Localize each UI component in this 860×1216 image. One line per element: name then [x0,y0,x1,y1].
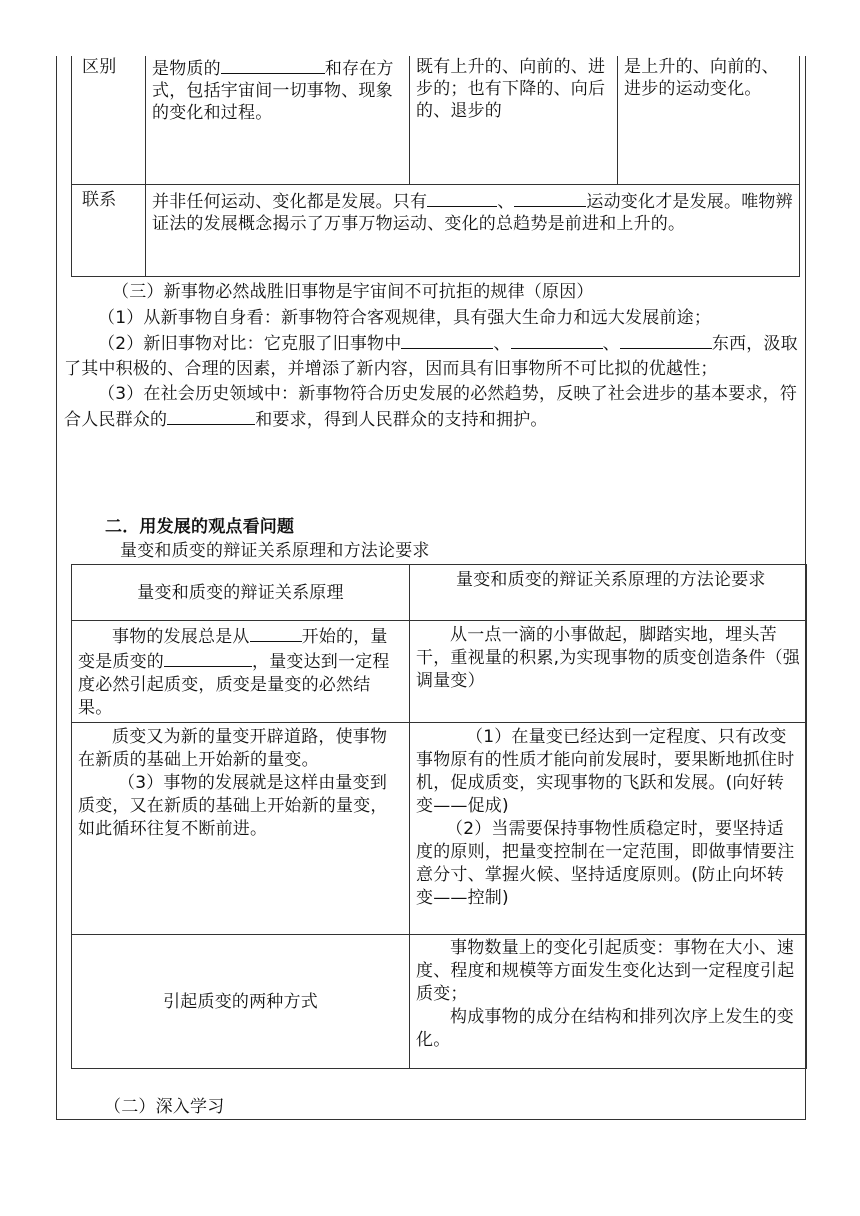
fill-blank [620,331,712,349]
fill-blank [167,407,255,425]
section-3-point-1: （1）从新事物自身看：新事物符合客观规律，具有强大生命力和远大发展前途； [98,308,712,328]
fill-blank [401,331,493,349]
row-label-connection: 联系 [72,184,146,276]
table-row [72,621,807,723]
part-2-subheading: 量变和质变的辩证关系原理和方法论要求 [120,541,430,561]
difference-movement-cell: 是物质的 和存在方式，包括宇宙间一切事物、现象的变化和过程。 [146,56,410,184]
section-deep-study-heading: （二）深入学习 [104,1097,225,1117]
fill-blank [221,56,325,74]
development-comparison-table [71,56,800,277]
methodology-cell-3: 事物数量上的变化引起质变：事物在大小、速度、程度和规模等方面发生变化达到一定程度引起质变； 构成事物的成分在结构和排列次序上发生的变化。 [410,935,807,1069]
section-3-heading: （三）新事物必然战胜旧事物是宇宙间不可抗拒的规律（原因） [112,282,594,302]
fill-blank [164,649,252,667]
header-principle: 量变和质变的辩证关系原理 [72,565,410,621]
principle-cell-1: 事物的发展总是从 开始的，量变是质变的 ，量变达到一定程度必然引起质变，质变是量变的必然结果。 [72,621,410,723]
difference-change-cell: 既有上升的、向前的、进步的；也有下降的、向后的、退步的 [410,56,618,184]
connection-cell: 并非任何运动、变化都是发展。只有 、 运动变化才是发展。唯物辨证法的发展概念揭示了万事万物运动、变化的总趋势是前进和上升的。 [146,184,800,276]
quantity-quality-table [71,564,807,1069]
methodology-cell-2: （1）在量变已经达到一定程度、只有改变事物原有的性质才能向前发展时，要果断地抓住时机，促成质变，实现事物的飞跃和发展。(向好转变——促成) （2）当需要保持事物性质稳定时，要坚持适度的原则，把量变控制在一定范围，即做事情要注意分寸、掌握火候、坚持适度原则。(防止向坏转变——控制) [410,723,807,935]
principle-cell-3: 引起质变的两种方式 [72,935,410,1069]
fill-blank [427,189,497,207]
table-row [72,935,807,1069]
principle-cell-2: 质变又为新的量变开辟道路，使事物在新质的基础上开始新的量变。 （3）事物的发展就是这样由量变到质变，又在新质的基础上开始新的量变，如此循环往复不断前进。 [72,723,410,935]
table-row [72,56,800,184]
header-methodology: 量变和质变的辩证关系原理的方法论要求 [410,565,807,621]
section-3-block [64,281,800,433]
fill-blank [514,189,586,207]
fill-blank [250,624,302,642]
row-label-difference: 区别 [72,56,146,184]
section-3-point-3: （3）在社会历史领域中：新事物符合历史发展的必然趋势，反映了社会进步的基本要求，符合人民群众的 和要求，得到人民群众的支持和拥护。 [64,384,798,430]
fill-blank [511,331,603,349]
table-row [72,184,800,276]
difference-development-cell: 是上升的、向前的、进步的运动变化。 [618,56,800,184]
section-3-point-2: （2）新旧事物对比：它克服了旧事物中 、 、 东西，汲取了其中积极的、合理的因素，并增添了新内容，因而具有旧事物所不可比拟的优越性； [64,331,800,382]
part-2-heading: 二．用发展的观点看问题 [105,517,295,537]
table-row [72,723,807,935]
table-row [72,565,807,621]
methodology-cell-1: 从一点一滴的小事做起，脚踏实地，埋头苦干，重视量的积累,为实现事物的质变创造条件（强调量变） [410,621,807,723]
